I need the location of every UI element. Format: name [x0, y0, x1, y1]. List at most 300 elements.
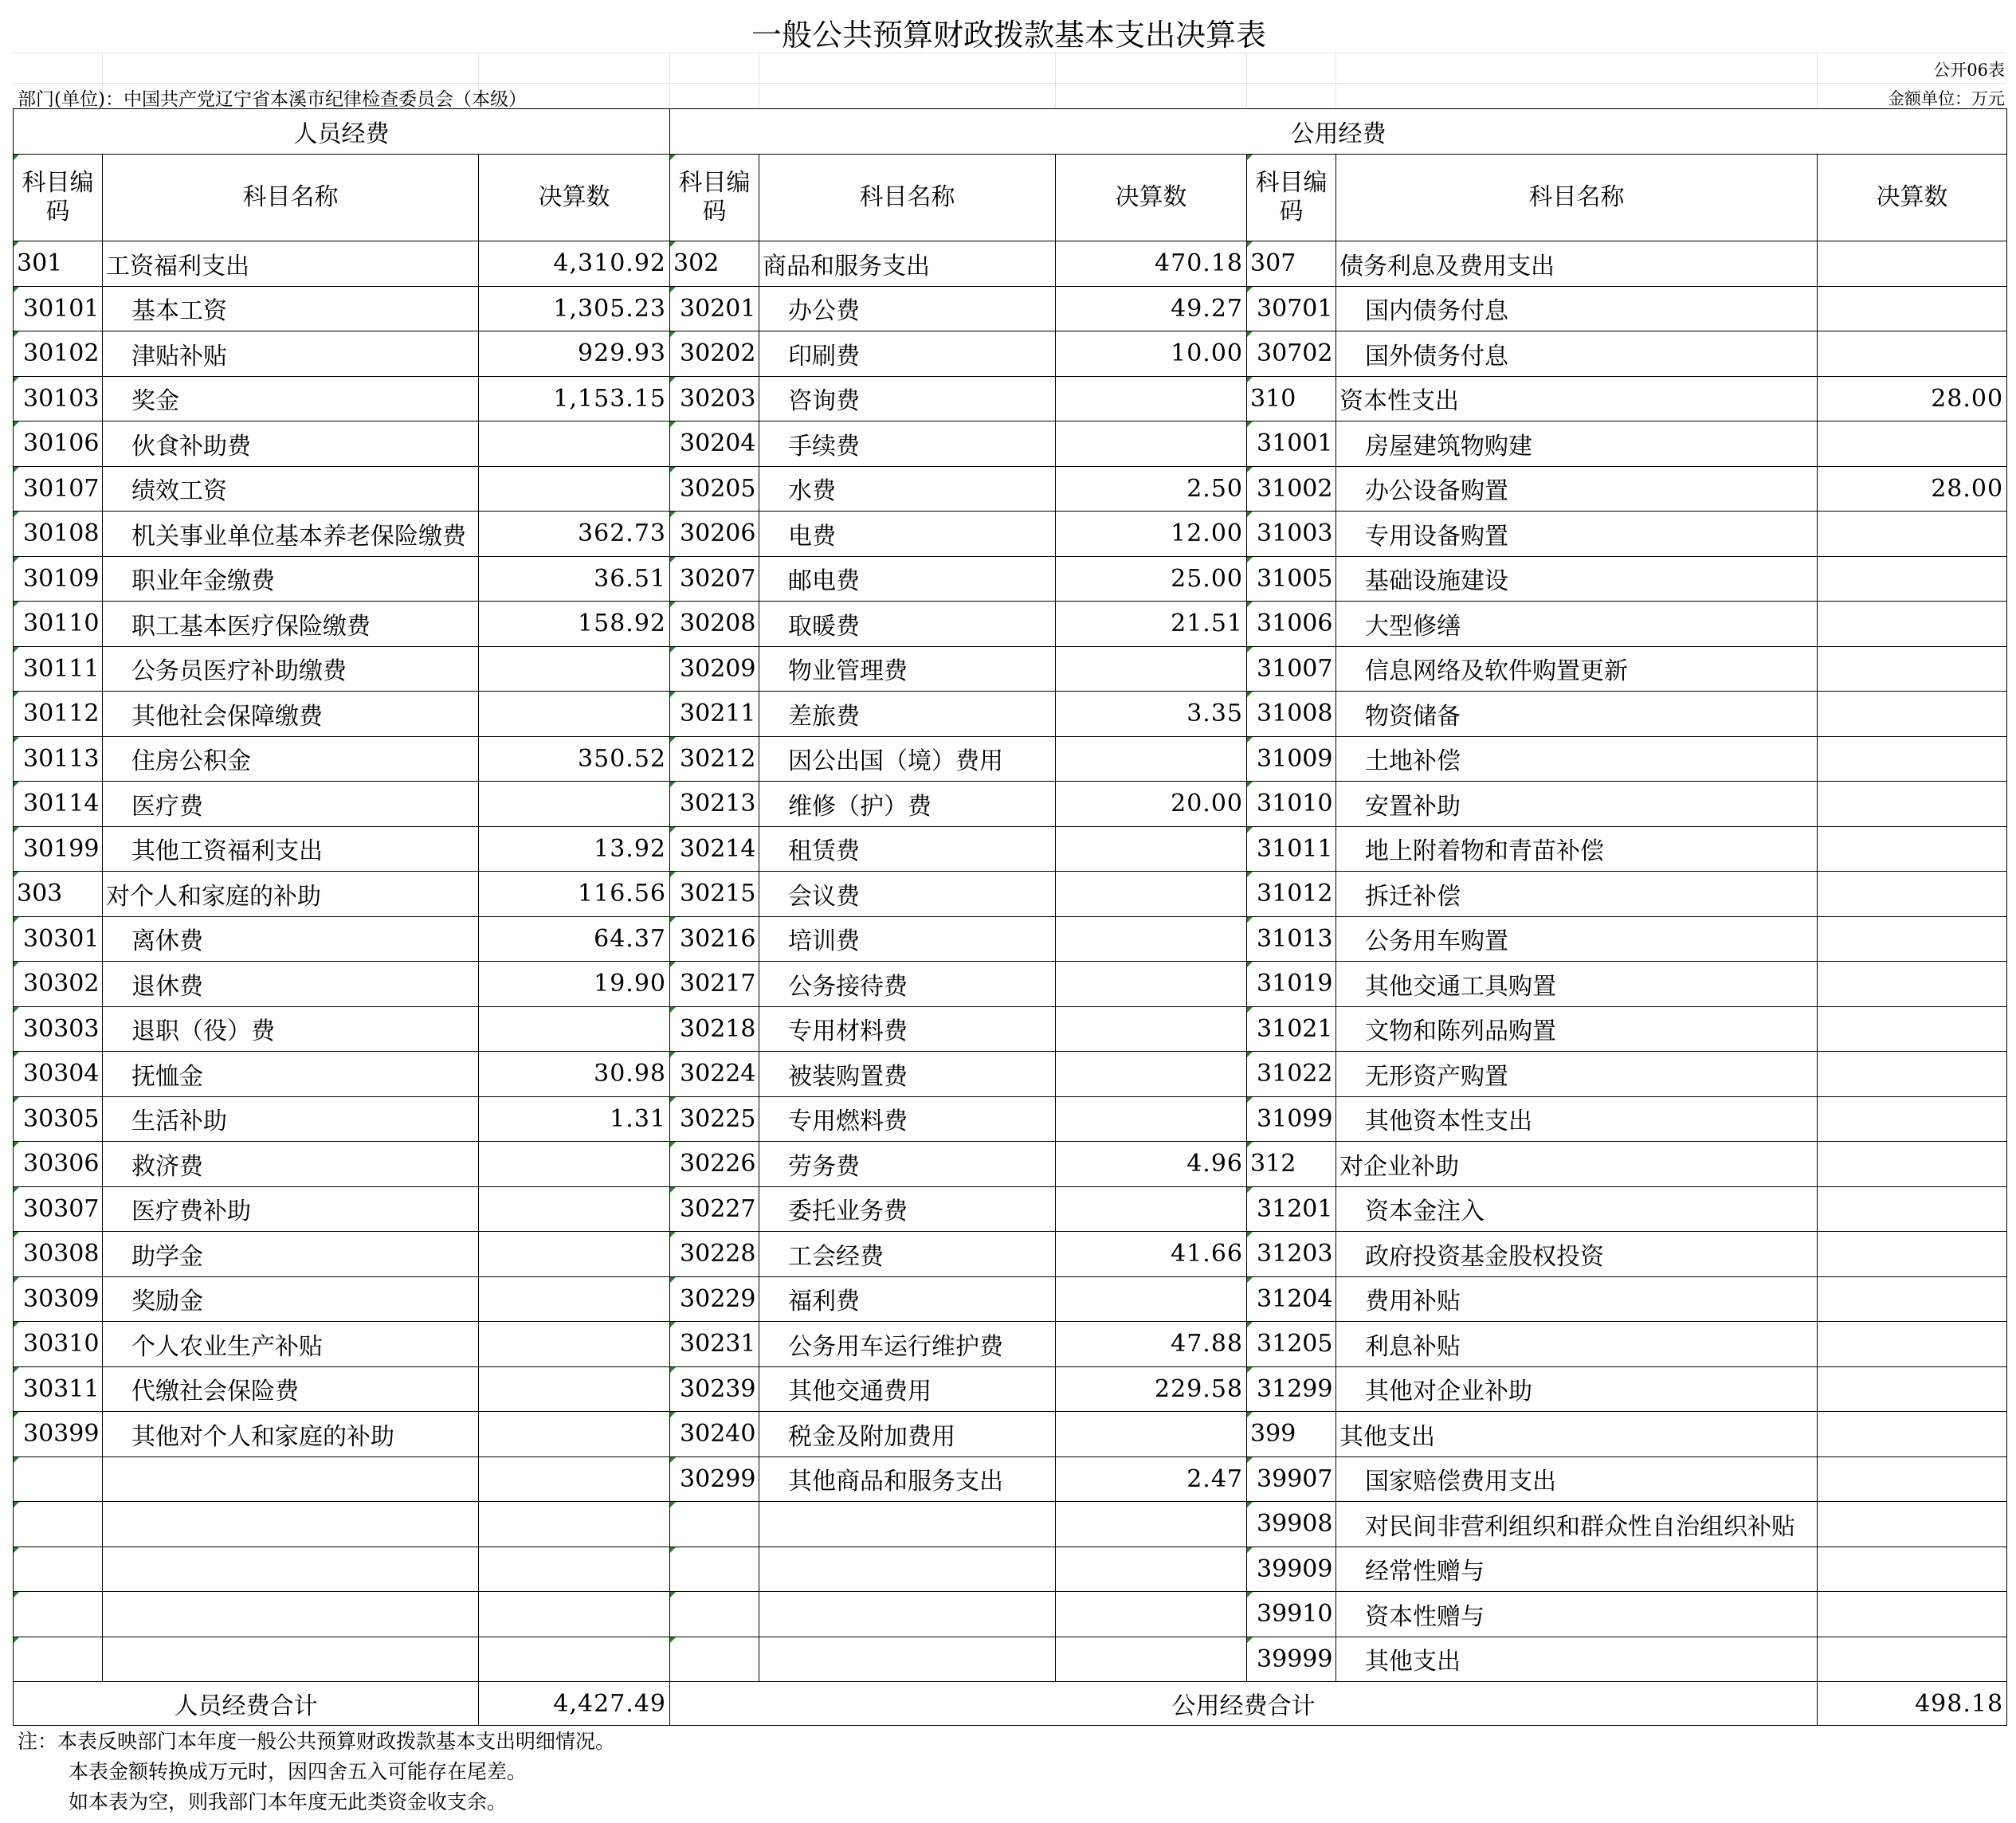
item-amount: [479, 466, 670, 512]
item-code: 39999: [1247, 1637, 1336, 1682]
item-amount: [1818, 916, 2007, 962]
table-row: [14, 512, 2007, 557]
item-name: 租赁费: [759, 826, 1056, 872]
item-code: 30702: [1247, 331, 1336, 377]
item-code: 30106: [14, 421, 103, 467]
note-line: 如本表为空，则我部门本年度无此类资金收支余。: [69, 1790, 508, 1813]
item-name: 离休费: [103, 916, 479, 962]
item-name: 手续费: [759, 421, 1056, 467]
item-amount: [1056, 736, 1247, 782]
item-name: 医疗费补助: [103, 1186, 479, 1232]
item-code: 31001: [1247, 421, 1336, 467]
item-amount: [1056, 1096, 1247, 1142]
item-amount: [479, 1322, 670, 1367]
item-amount: 21.51: [1056, 602, 1247, 647]
item-code: 303: [14, 872, 103, 917]
item-amount: 49.27: [1056, 286, 1247, 331]
item-code: 30228: [670, 1232, 759, 1277]
table-row: [14, 1547, 2007, 1592]
item-code: 30305: [14, 1096, 103, 1142]
item-name: 其他社会保障缴费: [103, 692, 479, 737]
item-code: 30303: [14, 1006, 103, 1052]
item-code: 30306: [14, 1142, 103, 1187]
item-name: 债务利息及费用支出: [1336, 241, 1818, 287]
item-name: 医疗费: [103, 782, 479, 827]
personnel-total-value: 4,427.49: [479, 1682, 670, 1726]
col-code-3: 科目编码: [1247, 155, 1336, 241]
item-amount: [479, 1006, 670, 1052]
item-code: 30701: [1247, 286, 1336, 331]
item-amount: 41.66: [1056, 1232, 1247, 1277]
item-name: 国外债务付息: [1336, 331, 1818, 377]
item-amount: [1818, 512, 2007, 557]
grid-line: [13, 83, 2006, 84]
item-amount: [1056, 1412, 1247, 1457]
item-amount: 19.90: [479, 962, 670, 1007]
item-code: 31201: [1247, 1186, 1336, 1232]
table-row: [14, 376, 2007, 421]
item-code: 30309: [14, 1276, 103, 1322]
item-code: 307: [1247, 241, 1336, 287]
item-amount: [1818, 1366, 2007, 1412]
item-name: 无形资产购置: [1336, 1052, 1818, 1097]
item-code: 39909: [1247, 1547, 1336, 1592]
item-code: 31013: [1247, 916, 1336, 962]
item-name: 文物和陈列品购置: [1336, 1006, 1818, 1052]
table-row: [14, 602, 2007, 647]
col-amount-2: 决算数: [1056, 155, 1247, 241]
item-amount: 470.18: [1056, 241, 1247, 287]
item-name: 助学金: [103, 1232, 479, 1277]
item-code: 39907: [1247, 1456, 1336, 1502]
item-code: 301: [14, 241, 103, 287]
table-row: [14, 916, 2007, 962]
item-name: 对个人和家庭的补助: [103, 872, 479, 917]
item-code: 30204: [670, 421, 759, 467]
item-name: 基础设施建设: [1336, 556, 1818, 602]
item-name: 国家赔偿费用支出: [1336, 1456, 1818, 1502]
item-name: 费用补贴: [1336, 1276, 1818, 1322]
item-amount: 30.98: [479, 1052, 670, 1097]
table-row: [14, 241, 2007, 287]
item-amount: [479, 1592, 670, 1637]
item-code: 30111: [14, 646, 103, 692]
item-code: 31009: [1247, 736, 1336, 782]
item-code: 39908: [1247, 1502, 1336, 1547]
item-amount: [1818, 872, 2007, 917]
item-amount: 229.58: [1056, 1366, 1247, 1412]
item-amount: [1056, 826, 1247, 872]
item-name: 其他交通费用: [759, 1366, 1056, 1412]
page-title: 一般公共预算财政拨款基本支出决算表: [751, 18, 1266, 53]
item-code: 30209: [670, 646, 759, 692]
item-amount: [1818, 1186, 2007, 1232]
item-amount: [1818, 962, 2007, 1007]
item-code: 31019: [1247, 962, 1336, 1007]
item-name: 公务员医疗补助缴费: [103, 646, 479, 692]
item-name: 物业管理费: [759, 646, 1056, 692]
item-code: 30102: [14, 331, 103, 377]
item-name: [759, 1592, 1056, 1637]
item-name: 大型修缮: [1336, 602, 1818, 647]
item-code: 30217: [670, 962, 759, 1007]
item-code: [670, 1637, 759, 1682]
item-amount: 13.92: [479, 826, 670, 872]
item-name: 维修（护）费: [759, 782, 1056, 827]
grid-line: [1055, 53, 1056, 108]
item-amount: [1818, 421, 2007, 467]
item-name: 其他交通工具购置: [1336, 962, 1818, 1007]
item-name: 职业年金缴费: [103, 556, 479, 602]
item-name: [759, 1502, 1056, 1547]
item-name: 工资福利支出: [103, 241, 479, 287]
item-name: 咨询费: [759, 376, 1056, 421]
item-code: 30227: [670, 1186, 759, 1232]
item-name: 专用材料费: [759, 1006, 1056, 1052]
item-code: 30202: [670, 331, 759, 377]
item-name: 对民间非营利组织和群众性自治组织补贴: [1336, 1502, 1818, 1547]
totals-row: [14, 1682, 2007, 1726]
item-code: 31008: [1247, 692, 1336, 737]
item-name: 对企业补助: [1336, 1142, 1818, 1187]
table-row: [14, 1366, 2007, 1412]
item-code: 30216: [670, 916, 759, 962]
item-amount: [1818, 1456, 2007, 1502]
item-amount: 64.37: [479, 916, 670, 962]
item-amount: [1056, 1186, 1247, 1232]
table-row: [14, 1232, 2007, 1277]
note-line: 本表金额转换成万元时，因四舍五入可能存在尾差。: [69, 1760, 528, 1783]
item-name: 培训费: [759, 916, 1056, 962]
item-code: 30211: [670, 692, 759, 737]
item-name: 国内债务付息: [1336, 286, 1818, 331]
item-code: [14, 1637, 103, 1682]
item-amount: [1818, 1547, 2007, 1592]
item-name: [759, 1547, 1056, 1592]
table-row: [14, 1096, 2007, 1142]
item-name: 工会经费: [759, 1232, 1056, 1277]
item-name: 其他支出: [1336, 1412, 1818, 1457]
table-row: [14, 782, 2007, 827]
item-code: [670, 1592, 759, 1637]
item-name: 商品和服务支出: [759, 241, 1056, 287]
item-name: 土地补偿: [1336, 736, 1818, 782]
item-name: [103, 1456, 479, 1502]
table-row: [14, 826, 2007, 872]
item-name: 会议费: [759, 872, 1056, 917]
item-code: 31205: [1247, 1322, 1336, 1367]
table-row: [14, 466, 2007, 512]
item-code: 31203: [1247, 1232, 1336, 1277]
department-label: 部门(单位)：中国共产党辽宁省本溪市纪律检查委员会（本级）: [18, 89, 527, 110]
item-name: 其他对企业补助: [1336, 1366, 1818, 1412]
item-amount: [479, 1186, 670, 1232]
table-row: [14, 1006, 2007, 1052]
item-name: 绩效工资: [103, 466, 479, 512]
item-amount: 158.92: [479, 602, 670, 647]
item-name: 津贴补贴: [103, 331, 479, 377]
item-code: 30215: [670, 872, 759, 917]
col-amount-1: 决算数: [479, 155, 670, 241]
item-name: 委托业务费: [759, 1186, 1056, 1232]
item-code: 30225: [670, 1096, 759, 1142]
item-amount: [479, 782, 670, 827]
item-amount: [1056, 421, 1247, 467]
table-row: [14, 1276, 2007, 1322]
item-code: 30218: [670, 1006, 759, 1052]
item-amount: 10.00: [1056, 331, 1247, 377]
item-name: 伙食补助费: [103, 421, 479, 467]
item-amount: 2.50: [1056, 466, 1247, 512]
item-name: 政府投资基金股权投资: [1336, 1232, 1818, 1277]
item-name: 职工基本医疗保险缴费: [103, 602, 479, 647]
public-total-value: 498.18: [1818, 1682, 2007, 1726]
item-code: 30304: [14, 1052, 103, 1097]
item-name: 个人农业生产补贴: [103, 1322, 479, 1367]
item-amount: 116.56: [479, 872, 670, 917]
item-code: 31299: [1247, 1366, 1336, 1412]
table-row: [14, 331, 2007, 377]
item-name: [103, 1637, 479, 1682]
item-code: 302: [670, 241, 759, 287]
table-row: [14, 556, 2007, 602]
item-code: 312: [1247, 1142, 1336, 1187]
item-amount: [1818, 1502, 2007, 1547]
table-row: [14, 692, 2007, 737]
item-name: 其他对个人和家庭的补助: [103, 1412, 479, 1457]
item-code: 30214: [670, 826, 759, 872]
item-name: 奖金: [103, 376, 479, 421]
item-amount: 12.00: [1056, 512, 1247, 557]
item-name: 其他资本性支出: [1336, 1096, 1818, 1142]
item-name: 其他工资福利支出: [103, 826, 479, 872]
item-code: 30308: [14, 1232, 103, 1277]
public-total-label: 公用经费合计: [670, 1682, 1818, 1726]
item-code: 30112: [14, 692, 103, 737]
item-name: 地上附着物和青苗补偿: [1336, 826, 1818, 872]
item-amount: [1056, 1052, 1247, 1097]
item-amount: [1818, 331, 2007, 377]
item-amount: [1818, 646, 2007, 692]
item-amount: 25.00: [1056, 556, 1247, 602]
item-amount: [479, 1637, 670, 1682]
item-amount: [1056, 962, 1247, 1007]
item-name: 取暖费: [759, 602, 1056, 647]
item-amount: [1818, 1412, 2007, 1457]
item-name: 物资储备: [1336, 692, 1818, 737]
grid-line: [669, 53, 670, 108]
item-amount: [1818, 1142, 2007, 1187]
table-row: [14, 1456, 2007, 1502]
table-row: [14, 1502, 2007, 1547]
item-amount: [479, 1547, 670, 1592]
col-code-2: 科目编码: [670, 155, 759, 241]
item-code: [14, 1547, 103, 1592]
table-row: [14, 1412, 2007, 1457]
item-code: 30301: [14, 916, 103, 962]
item-code: 31012: [1247, 872, 1336, 917]
item-amount: 4,310.92: [479, 241, 670, 287]
item-amount: [479, 1456, 670, 1502]
item-amount: [1818, 286, 2007, 331]
item-code: 30240: [670, 1412, 759, 1457]
table-row: [14, 421, 2007, 467]
item-name: 水费: [759, 466, 1056, 512]
item-code: 30114: [14, 782, 103, 827]
item-name: 电费: [759, 512, 1056, 557]
item-amount: 1,153.15: [479, 376, 670, 421]
item-name: 被装购置费: [759, 1052, 1056, 1097]
item-code: 30203: [670, 376, 759, 421]
item-amount: 362.73: [479, 512, 670, 557]
table-row: [14, 1322, 2007, 1367]
item-name: 公务用车运行维护费: [759, 1322, 1056, 1367]
item-code: 30213: [670, 782, 759, 827]
item-code: 30107: [14, 466, 103, 512]
item-name: 办公费: [759, 286, 1056, 331]
personnel-total-label: 人员经费合计: [14, 1682, 479, 1726]
item-code: 30307: [14, 1186, 103, 1232]
item-name: 基本工资: [103, 286, 479, 331]
item-amount: 1.31: [479, 1096, 670, 1142]
grid-line: [1246, 53, 1247, 108]
item-amount: [479, 646, 670, 692]
item-name: 退职（役）费: [103, 1006, 479, 1052]
item-amount: [1056, 916, 1247, 962]
item-amount: [1818, 1096, 2007, 1142]
item-name: 差旅费: [759, 692, 1056, 737]
item-code: 30231: [670, 1322, 759, 1367]
note-line: 注：本表反映部门本年度一般公共预算财政拨款基本支出明细情况。: [18, 1730, 616, 1753]
column-header-row: [14, 155, 2007, 241]
item-name: 劳务费: [759, 1142, 1056, 1187]
item-name: 办公设备购置: [1336, 466, 1818, 512]
item-name: 经常性赠与: [1336, 1547, 1818, 1592]
item-name: 安置补助: [1336, 782, 1818, 827]
item-name: 专用设备购置: [1336, 512, 1818, 557]
item-name: 其他支出: [1336, 1637, 1818, 1682]
item-amount: [479, 1232, 670, 1277]
item-name: 资本性赠与: [1336, 1592, 1818, 1637]
item-name: [103, 1502, 479, 1547]
item-code: 30226: [670, 1142, 759, 1187]
group-header-row: [14, 109, 2007, 155]
item-amount: [479, 1366, 670, 1412]
item-amount: 3.35: [1056, 692, 1247, 737]
item-name: 税金及附加费用: [759, 1412, 1056, 1457]
item-amount: 350.52: [479, 736, 670, 782]
item-amount: [1818, 241, 2007, 287]
item-name: 公务用车购置: [1336, 916, 1818, 962]
item-name: 代缴社会保险费: [103, 1366, 479, 1412]
item-amount: [1818, 1592, 2007, 1637]
table-row: [14, 962, 2007, 1007]
item-code: 30299: [670, 1456, 759, 1502]
item-amount: 47.88: [1056, 1322, 1247, 1367]
item-name: 福利费: [759, 1276, 1056, 1322]
item-code: 30239: [670, 1366, 759, 1412]
item-code: 30311: [14, 1366, 103, 1412]
item-name: 奖励金: [103, 1276, 479, 1322]
item-code: [14, 1502, 103, 1547]
table-row: [14, 1186, 2007, 1232]
item-amount: [1056, 1006, 1247, 1052]
item-code: 30399: [14, 1412, 103, 1457]
item-name: 邮电费: [759, 556, 1056, 602]
item-amount: 36.51: [479, 556, 670, 602]
item-code: 31022: [1247, 1052, 1336, 1097]
table-row: [14, 872, 2007, 917]
table-row: [14, 646, 2007, 692]
item-code: 30310: [14, 1322, 103, 1367]
item-code: 31021: [1247, 1006, 1336, 1052]
item-amount: [1818, 602, 2007, 647]
col-name-2: 科目名称: [759, 155, 1056, 241]
table-row: [14, 286, 2007, 331]
expenditure-table: [13, 108, 2007, 1726]
item-amount: [479, 421, 670, 467]
item-code: 31011: [1247, 826, 1336, 872]
item-amount: [1056, 1637, 1247, 1682]
item-code: 30109: [14, 556, 103, 602]
item-code: 30224: [670, 1052, 759, 1097]
col-name-1: 科目名称: [103, 155, 479, 241]
col-name-3: 科目名称: [1336, 155, 1818, 241]
item-amount: [479, 1502, 670, 1547]
item-amount: [479, 1142, 670, 1187]
item-code: 30103: [14, 376, 103, 421]
item-code: 30207: [670, 556, 759, 602]
item-amount: [1056, 1276, 1247, 1322]
item-code: 30101: [14, 286, 103, 331]
item-name: 机关事业单位基本养老保险缴费: [103, 512, 479, 557]
item-code: 30206: [670, 512, 759, 557]
item-name: 专用燃料费: [759, 1096, 1056, 1142]
item-code: 31099: [1247, 1096, 1336, 1142]
item-code: 30201: [670, 286, 759, 331]
item-code: 31003: [1247, 512, 1336, 557]
item-amount: [1818, 1322, 2007, 1367]
unit-label: 金额单位：万元: [1888, 89, 2005, 108]
item-amount: 929.93: [479, 331, 670, 377]
item-amount: 4.96: [1056, 1142, 1247, 1187]
item-amount: [1818, 1637, 2007, 1682]
item-name: 退休费: [103, 962, 479, 1007]
item-amount: [1818, 1006, 2007, 1052]
item-amount: [1818, 1052, 2007, 1097]
table-row: [14, 1142, 2007, 1187]
item-name: 抚恤金: [103, 1052, 479, 1097]
item-amount: 2.47: [1056, 1456, 1247, 1502]
group-personnel: 人员经费: [14, 109, 670, 155]
item-code: [670, 1502, 759, 1547]
form-code: 公开06表: [1933, 61, 2005, 80]
item-name: 救济费: [103, 1142, 479, 1187]
item-amount: 20.00: [1056, 782, 1247, 827]
item-code: 39910: [1247, 1592, 1336, 1637]
item-amount: [1056, 376, 1247, 421]
item-code: [670, 1547, 759, 1592]
grid-line: [1817, 53, 1818, 108]
item-amount: 28.00: [1818, 466, 2007, 512]
item-amount: [1056, 872, 1247, 917]
item-name: 公务接待费: [759, 962, 1056, 1007]
item-name: 资本性支出: [1336, 376, 1818, 421]
item-code: 31002: [1247, 466, 1336, 512]
item-amount: [1056, 646, 1247, 692]
item-code: 30229: [670, 1276, 759, 1322]
item-code: 31010: [1247, 782, 1336, 827]
